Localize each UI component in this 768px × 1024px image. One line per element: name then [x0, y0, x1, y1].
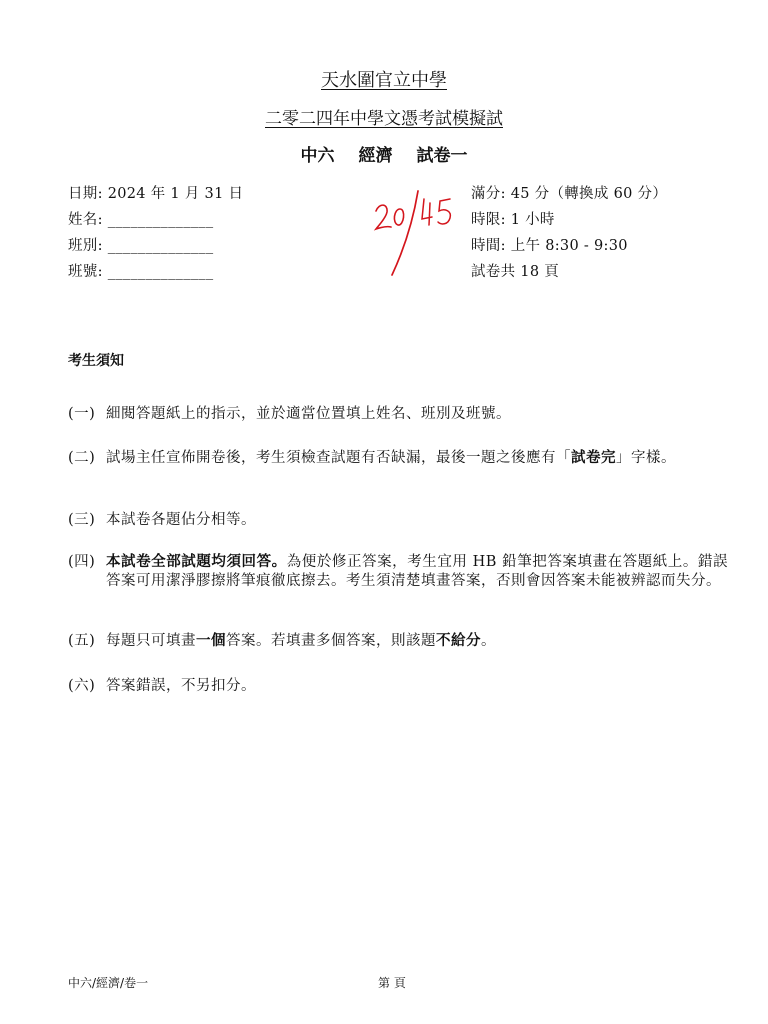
- student-info: [68, 181, 243, 285]
- paper-label: 試卷一: [416, 146, 468, 166]
- one-answer-emphasis: 一個: [196, 633, 226, 649]
- item-number: (三): [68, 512, 96, 528]
- exam-info: [471, 181, 667, 285]
- page-count: 試卷共 18 頁: [471, 264, 560, 280]
- date-line: 日期: 2024 年 1 月 31 日: [68, 186, 244, 202]
- item-number: (六): [68, 678, 96, 694]
- no-marks-emphasis: 不給分: [436, 633, 481, 649]
- subject-label: 經濟: [358, 146, 393, 166]
- notice-item-1: [68, 405, 728, 424]
- item-text: 本試卷全部試題均須回答。為便於修正答案，考生宜用 HB 鉛筆把答案填畫在答題紙上。錯誤答案可用潔淨膠擦將筆痕徹底擦去。考生須清楚填畫答案，否則會因答案未能被辨認而失分。: [106, 554, 728, 589]
- time-limit: 時限: 1 小時: [471, 212, 555, 228]
- item-text: 每題只可填畫一個答案。若填畫多個答案，則該題不給分。: [106, 633, 496, 649]
- item-text: 本試卷各題佔分相等。: [106, 512, 256, 528]
- notice-item-5: [68, 632, 728, 651]
- form-label: 中六: [300, 146, 335, 166]
- answer-all-emphasis: 本試卷全部試題均須回答。: [106, 554, 287, 570]
- exam-title: 二零二四年中學文憑考試模擬試: [265, 109, 503, 129]
- item-number: (二): [68, 450, 96, 466]
- paper-title: [0, 141, 768, 166]
- notice-item-4: [68, 553, 728, 591]
- name-field: 姓名: ______________: [68, 212, 214, 228]
- footer-page: 第 頁: [378, 976, 406, 990]
- school-name: 天水圍官立中學: [321, 70, 447, 91]
- item-number: (四): [68, 554, 96, 570]
- exam-time: 時間: 上午 8:30 - 9:30: [471, 238, 628, 254]
- handwritten-score-mark: [370, 185, 470, 280]
- end-of-paper-marker: 試卷完: [571, 450, 616, 466]
- item-text: 試場主任宣佈開卷後，考生須檢查試題有否缺漏，最後一題之後應有「試卷完」字樣。: [106, 450, 676, 466]
- item-number: (五): [68, 633, 96, 649]
- class-field: 班別: ______________: [68, 238, 214, 254]
- class-number-field: 班號: ______________: [68, 264, 214, 280]
- item-text: 答案錯誤，不另扣分。: [106, 678, 256, 694]
- notice-heading: 考生須知: [68, 353, 124, 369]
- notice-item-2: [68, 449, 728, 468]
- item-number: (一): [68, 406, 96, 422]
- full-marks: 滿分: 45 分（轉換成 60 分）: [471, 186, 668, 202]
- footer-code: 中六/經濟/卷一: [68, 976, 149, 990]
- item-text: 細閱答題紙上的指示，並於適當位置填上姓名、班別及班號。: [106, 406, 511, 422]
- notice-item-6: [68, 677, 728, 696]
- notice-item-3: [68, 511, 728, 530]
